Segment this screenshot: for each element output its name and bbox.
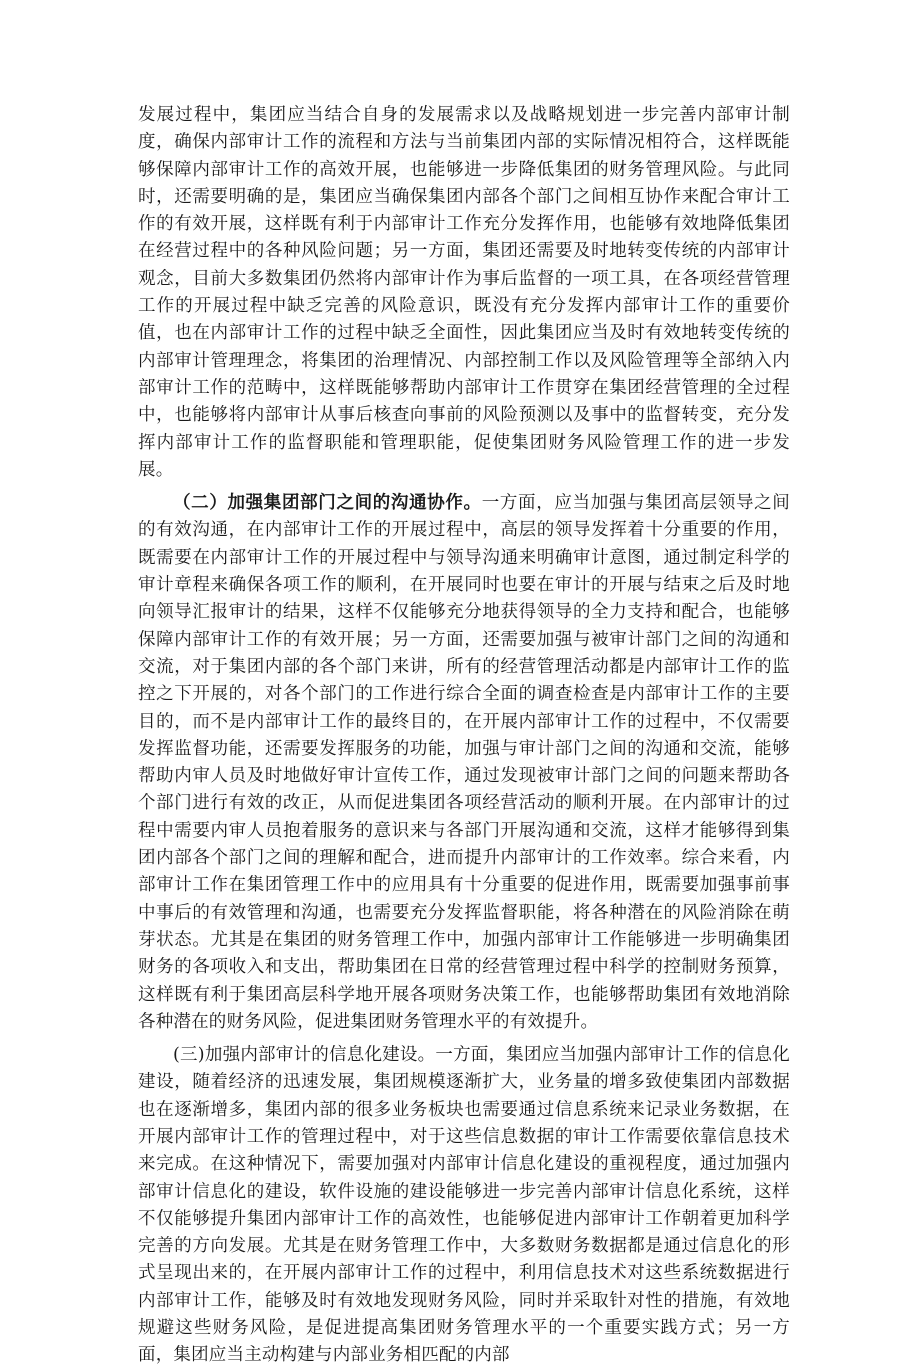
- paragraph-3-text: (三)加强内部审计的信息化建设。一方面，集团应当加强内部审计工作的信息化建设，随着经济的迅速发展，集团规模逐渐扩大，业务量的增多致使集团内部数据也在逐渐增多，集团内部的很多业务板块也需要通过信息系统来记录业务数据，在开展内部审计工作的管理过程中，对于这些信息数据的审计工作需要依靠信息技术来完成。在这种情况下，需要加强对内部审计信息化建设的重视程度，通过加强内部审计信息化的建设，软件设施的建设能够进一步完善内部审计信息化系统，这样不仅能够提升集团内部审计工作的高效性，也能够促进内部审计工作朝着更加科学完善的方向发展。尤其是在财务管理工作中，大多数财务数据都是通过信息化的形式呈现出来的，在开展内部审计工作的过程中，利用信息技术对这些系统数据进行内部审计工作，能够及时有效地发现财务风险，同时并采取针对性的措施，有效地规避这些财务风险，是促进提高集团财务管理水平的一个重要实践方式；另一方面，集团应当主动构建与内部业务相匹配的内部: [138, 1045, 790, 1366]
- body-paragraph-1: [138, 102, 790, 484]
- body-paragraph-2: [138, 490, 790, 1036]
- section-2-heading: （二）加强集团部门之间的沟通协作。: [173, 493, 482, 514]
- paragraph-1-text: 发展过程中，集团应当结合自身的发展需求以及战略规划进一步完善内部审计制度，确保内部审计工作的流程和方法与当前集团内部的实际情况相符合，这样既能够保障内部审计工作的高效开展，也能够进一步降低集团的财务管理风险。与此同时，还需要明确的是，集团应当确保集团内部各个部门之间相互协作来配合审计工作的有效开展，这样既有利于内部审计工作充分发挥作用，也能够有效地降低集团在经营过程中的各种风险问题；另一方面，集团还需要及时地转变传统的内部审计观念，目前大多数集团仍然将内部审计作为事后监督的一项工具，在各项经营管理工作的开展过程中缺乏完善的风险意识，既没有充分发挥内部审计工作的重要价值，也在内部审计工作的过程中缺乏全面性，因此集团应当及时有效地转变传统的内部审计管理理念，将集团的治理情况、内部控制工作以及风险管理等全部纳入内部审计工作的范畴中，这样既能够帮助内部审计工作贯穿在集团经营管理的全过程中，也能够将内部审计从事后核查向事前的风险预测以及事中的监督转变，充分发挥内部审计工作的监督职能和管理职能，促使集团财务风险管理工作的进一步发展。: [138, 105, 790, 480]
- body-paragraph-3: [138, 1042, 790, 1370]
- paragraph-2-text: 一方面，应当加强与集团高层领导之间的有效沟通，在内部审计工作的开展过程中，高层的领导发挥着十分重要的作用，既需要在内部审计工作的开展过程中与领导沟通来明确审计意图，通过制定科学的审计章程来确保各项工作的顺利，在开展同时也要在审计的开展与结束之后及时地向领导汇报审计的结果，这样不仅能够充分地获得领导的全力支持和配合，也能够保障内部审计工作的有效开展；另一方面，还需要加强与被审计部门之间的沟通和交流，对于集团内部的各个部门来讲，所有的经营管理活动都是内部审计工作的监控之下开展的，对各个部门的工作进行综合全面的调查检查是内部审计工作的主要目的，而不是内部审计工作的最终目的，在开展内部审计工作的过程中，不仅需要发挥监督功能，还需要发挥服务的功能，加强与审计部门之间的沟通和交流，能够帮助内审人员及时地做好审计宣传工作，通过发现被审计部门之间的问题来帮助各个部门进行有效的改正，从而促进集团各项经营活动的顺利开展。在内部审计的过程中需要内审人员抱着服务的意识来与各部门开展沟通和交流，这样才能够得到集团内部各个部门之间的理解和配合，进而提升内部审计的工作效率。综合来看，内部审计工作在集团管理工作中的应用具有十分重要的促进作用，既需要加强事前事中事后的有效管理和沟通，也需要充分发挥监督职能，将各种潜在的风险消除在萌芽状态。尤其是在集团的财务管理工作中，加强内部审计工作能够进一步明确集团财务的各项收入和支出，帮助集团在日常的经营管理过程中科学的控制财务预算，这样既有利于集团高层科学地开展各项财务决策工作，也能够帮助集团有效地消除各种潜在的财务风险，促进集团财务管理水平的有效提升。: [138, 493, 790, 1032]
- document-page: [138, 102, 790, 1370]
